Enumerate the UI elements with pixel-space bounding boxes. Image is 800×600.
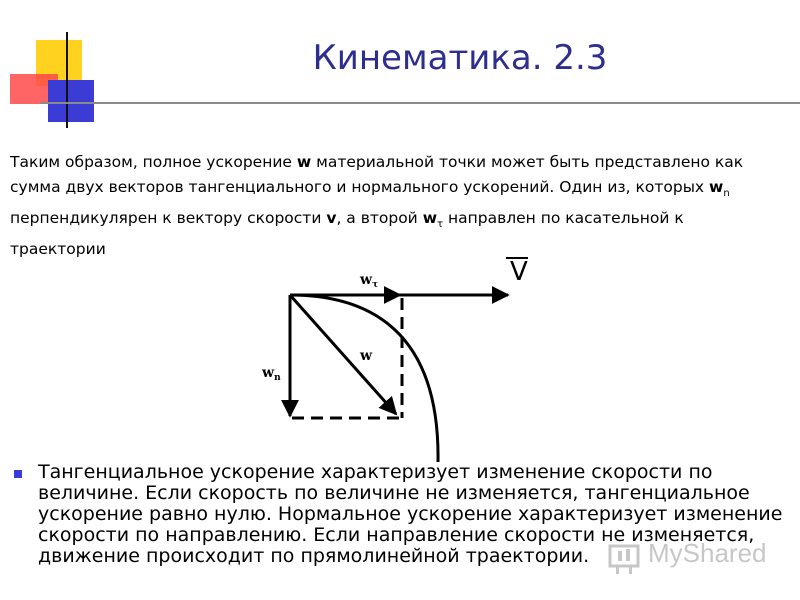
intro-text-3: перпендикулярен к вектору скорости (10, 209, 327, 228)
intro-text-2: материальной точки может быть представлено как сумма двух векторов тангенциального и нормального ускорений. Один из, которых (10, 153, 744, 196)
symbol-v: v (326, 209, 337, 228)
watermark-logo-icon (604, 536, 644, 576)
acceleration-diagram (248, 250, 548, 465)
watermark (604, 536, 794, 576)
page-title: Кинематика. 2.3 (312, 38, 608, 78)
intro-text-4: , а второй (336, 209, 423, 228)
bullet-square-icon (14, 470, 22, 478)
symbol-wn: w (709, 178, 724, 196)
title-underline (40, 102, 800, 104)
intro-text-1: Таким образом, полное ускорение (10, 153, 297, 171)
label-wn: $w_n$ (262, 365, 281, 383)
bullet-text: Тангенциальное ускорение характеризует изменение скорости по величине. Если скорость по величине не изменяется, тангенциальное ускорение равно нулю. Нормальное ускорение характеризует изменение скорости по направлению. Если направление скорости не изменяется, движение происходит по прямолинейной траектории. (38, 461, 783, 567)
intro-paragraph (10, 150, 770, 262)
total-acceleration-vector (290, 295, 396, 414)
label-v: V (510, 257, 528, 287)
symbol-w: w (296, 153, 312, 171)
symbol-wn-sub: n (723, 188, 730, 200)
intro-text-5: направлен по касательной к траектории (10, 209, 684, 259)
symbol-wt: w (422, 209, 438, 228)
watermark-text: MyShared (648, 538, 767, 568)
label-wt: $w_\tau$ (360, 272, 379, 290)
symbol-wt-sub: τ (437, 219, 444, 231)
decor-vertical-line (66, 32, 68, 128)
decor-blue-square (48, 80, 94, 122)
label-w: w (360, 348, 373, 364)
